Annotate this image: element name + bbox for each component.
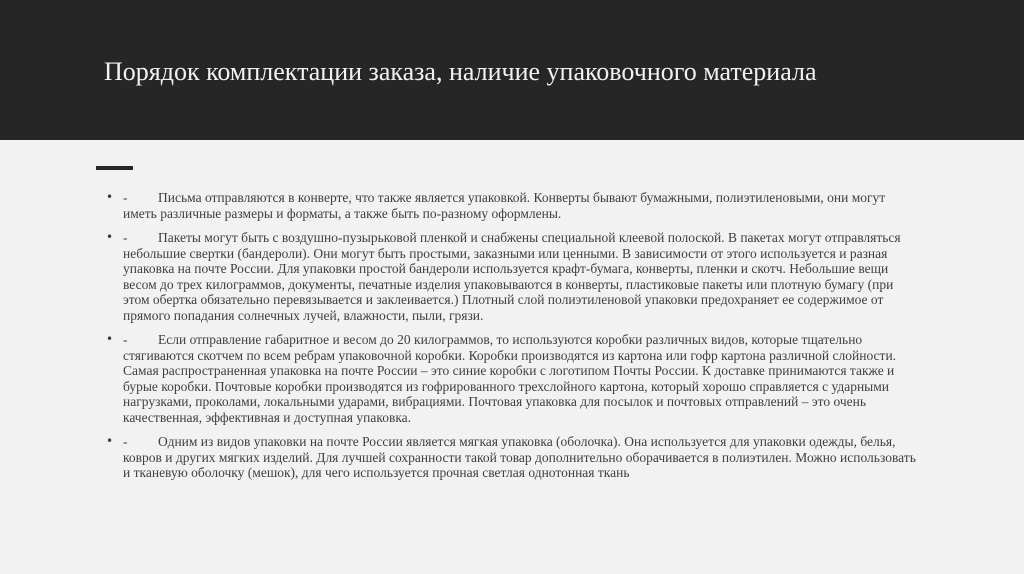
item-dash: - [123,190,128,205]
bullet-marker: • [106,434,114,448]
item-text: Если отправление габаритное и весом до 20 килограммов, то используются коробки различных видов, которые тщательно стягиваются скотчем по всем ребрам упаковочной коробки. Коробки производятся из картона или гофр картона различной слойности. Самая распространенная упаковка на почте России – это синие коробки с логотипом Почты России. К доставке принимаются также и бурые коробки. Почтовые коробки производятся из гофрированного трехслойного картона, который хорошо справляется с ударными нагрузками, проколами, локальными ударами, вибрациями. Почтовая упаковка для посылок и почтовых отправлений – это очень качественная, эффективная и доступная упаковка. [123,332,897,425]
item-text: Письма отправляются в конверте, что также является упаковкой. Конверты бывают бумажными, полиэтиленовыми, они могут иметь различные размеры и форматы, а также быть по-разному оформлены. [123,190,886,221]
item-dash: - [123,332,128,347]
list-item [106,230,916,323]
bullet-marker: • [106,332,114,346]
item-dash: - [123,434,128,449]
bullet-marker: • [106,190,114,204]
list-item [106,434,916,481]
item-text: Пакеты могут быть с воздушно-пузырьковой пленкой и снабжены специальной клеевой полоской. В пакетах могут отправляться небольшие свертки (бандероли). Они могут быть простыми, заказными или ценными. В зависимости от этого используется и разная упаковка на почте России. Для упаковки простой бандероли используется крафт-бумага, конверты, пленки и скотч. Небольшие вещи весом до трех килограммов, документы, печатные изделия упаковываются в конверты, пластиковые пакеты или плотную бумагу (при этом обертка обязательно перевязывается и заклеивается.) Плотный слой полиэтиленовой упаковки предохраняет ее содержимое от прямого попадания солнечных лучей, влажности, пыли, грязи. [123,230,901,323]
title-bar [0,0,1024,140]
accent-line [96,166,133,170]
list-item [106,190,916,221]
bullet-list [106,190,916,490]
bullet-marker: • [106,230,114,244]
item-dash: - [123,230,128,245]
slide-title: Порядок комплектации заказа, наличие упаковочного материала [104,57,817,86]
item-text: Одним из видов упаковки на почте России является мягкая упаковка (оболочка). Она используется для упаковки одежды, белья, ковров и других мягких изделий. Для лучшей сохранности такой товар дополнительно оборачивается в полиэтилен. Можно использовать и тканевую оболочку (мешок), для чего используется прочная светлая однотонная ткань [123,434,916,480]
list-item [106,332,916,425]
